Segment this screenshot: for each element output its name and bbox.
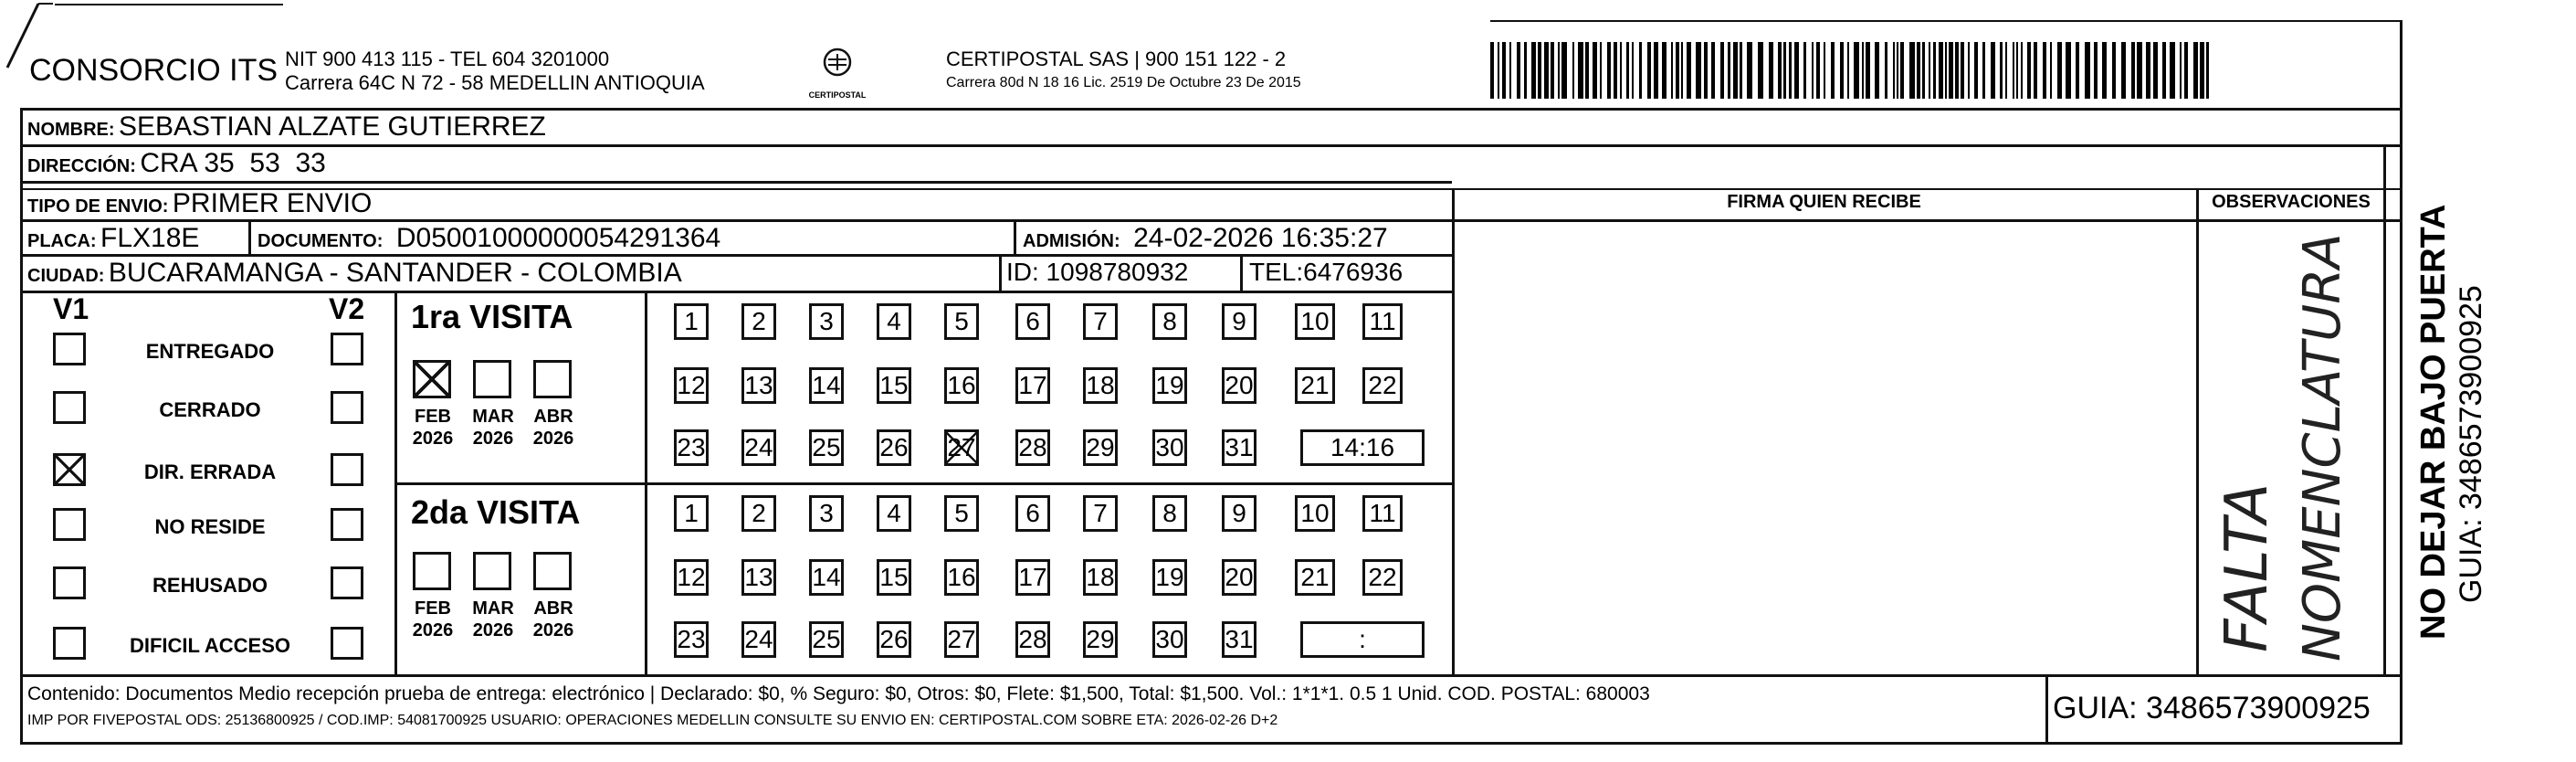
visit1-month-label — [466, 406, 520, 450]
handwriting-line2: NOMENCLATURA — [2293, 233, 2352, 661]
barcode-bar — [1681, 42, 1683, 99]
v1-label: V1 — [53, 292, 89, 325]
barcode-bar — [1968, 42, 1970, 99]
logo-text: CERTIPOSTAL — [808, 90, 867, 100]
direccion-value: CRA 35 53 33 — [140, 148, 326, 178]
barcode-bar — [2021, 42, 2023, 99]
visit1-day-box[interactable]: 26 — [877, 429, 911, 466]
visit1-day-box[interactable]: 24 — [741, 429, 776, 466]
status-label: REHUSADO — [152, 574, 268, 597]
firma-header: FIRMA QUIEN RECIBE — [1727, 192, 1921, 212]
company-name: CONSORCIO ITS — [29, 53, 279, 88]
visit1-day-box[interactable]: 27 — [944, 429, 979, 466]
visit1-day-box[interactable]: 5 — [944, 303, 979, 340]
barcode-bar — [1733, 42, 1738, 99]
v2-label: V2 — [329, 292, 365, 325]
placa-value: FLX18E — [100, 223, 200, 253]
barcode-bar — [1840, 42, 1844, 99]
visit2-day-box[interactable]: 25 — [809, 621, 844, 658]
barcode-bar — [2112, 42, 2116, 99]
barcode-bar — [2066, 42, 2071, 99]
tipo-value: PRIMER ENVIO — [172, 188, 373, 218]
barcode-bar — [1740, 42, 1742, 99]
barcode-bar — [1654, 42, 1658, 99]
month-year: 2026 — [412, 620, 454, 640]
barcode-bar — [1720, 42, 1724, 99]
visit1-day-box[interactable]: 29 — [1083, 429, 1118, 466]
visit1-day-box[interactable]: 30 — [1152, 429, 1187, 466]
frame-top — [20, 108, 2400, 111]
barcode-bar — [1900, 42, 1904, 99]
barcode-bar — [1572, 42, 1574, 99]
barcode-bar — [1769, 42, 1773, 99]
barcode-bar — [2121, 42, 2126, 99]
visit1-month-label — [405, 406, 460, 450]
barcode-bar — [1949, 42, 1953, 99]
visit2-month-checkbox[interactable] — [473, 552, 511, 590]
row-divider — [20, 291, 1452, 293]
row-divider — [20, 254, 1452, 257]
status-label: CERRADO — [159, 398, 261, 421]
visit1-day-box[interactable]: 10 — [1295, 303, 1335, 340]
visit1-day-box[interactable]: 16 — [944, 367, 979, 404]
documento-row — [258, 223, 720, 254]
barcode-bar — [1824, 42, 1825, 99]
barcode-bar — [2043, 42, 2046, 99]
barcode-bar — [1531, 42, 1536, 99]
footer-line2: IMP POR FIVEPOSTAL ODS: 25136800925 / COD.IMP: 54081700925 USUARIO: OPERACIONES MEDELLIN CONSULTE SU ENVIO EN: CERTIPOSTAL.COM SOBRE ETA: 2026-02-26 D+2 — [27, 713, 1278, 728]
barcode-bar — [2180, 42, 2182, 99]
barcode-bar — [1490, 42, 1494, 99]
barcode-bar — [1866, 42, 1870, 99]
barcode-bar — [1614, 42, 1617, 99]
barcode-bar — [2146, 42, 2150, 99]
barcode-bar — [2005, 42, 2007, 99]
visit1-day-box[interactable]: 25 — [809, 429, 844, 466]
visit1-day-box[interactable]: 7 — [1083, 303, 1118, 340]
visit1-day-box[interactable]: 28 — [1015, 429, 1050, 466]
barcode-bar — [1662, 42, 1667, 99]
barcode-bar — [2027, 42, 2031, 99]
barcode-bar — [1626, 42, 1629, 99]
admision-label: ADMISIÓN: — [1023, 231, 1120, 251]
visit1-day-box[interactable]: 21 — [1295, 367, 1335, 404]
col-divider — [2383, 144, 2386, 674]
barcode-bar — [1687, 42, 1691, 99]
barcode-bar — [2206, 42, 2209, 99]
visit1-day-box[interactable]: 17 — [1015, 367, 1050, 404]
barcode-bar — [1544, 42, 1549, 99]
barcode-bar — [1778, 42, 1782, 99]
visit2-time-box[interactable]: : — [1300, 621, 1425, 658]
col-divider — [2045, 674, 2048, 744]
barcode-bar — [1939, 42, 1943, 99]
barcode-bar — [1789, 42, 1792, 99]
company-address: Carrera 64C N 72 - 58 MEDELLIN ANTIOQUIA — [285, 71, 705, 94]
visit2-month-checkbox[interactable] — [413, 552, 451, 590]
barcode — [1490, 42, 2221, 99]
barcode-bar — [1974, 42, 1978, 99]
v2-checkbox[interactable] — [331, 508, 363, 541]
visit2-day-box[interactable]: 22 — [1362, 559, 1403, 596]
visit2-day-box[interactable]: 7 — [1083, 495, 1118, 532]
visit2-day-box[interactable]: 4 — [877, 495, 911, 532]
col-divider — [999, 256, 1002, 291]
v2-checkbox[interactable] — [331, 453, 363, 486]
barcode-bar — [2170, 42, 2175, 99]
visit2-day-box[interactable]: 15 — [877, 559, 911, 596]
barcode-bar — [1585, 42, 1589, 99]
row-divider — [20, 188, 2400, 190]
barcode-bar — [1671, 42, 1673, 99]
barcode-bar — [1847, 42, 1849, 99]
row-divider — [20, 144, 2400, 147]
barcode-bar — [1794, 42, 1799, 99]
visit2-day-box[interactable]: 28 — [1015, 621, 1050, 658]
footer-guia: GUIA: 3486573900925 — [2053, 691, 2371, 725]
barcode-bar — [1704, 42, 1708, 99]
visit1-day-box[interactable]: 8 — [1152, 303, 1187, 340]
month-year: 2026 — [532, 620, 574, 640]
visit2-month-label — [466, 598, 520, 641]
visit2-month-checkbox[interactable] — [533, 552, 572, 590]
carrier-license: Carrera 80d N 18 16 Lic. 2519 De Octubre 23 De 2015 — [946, 75, 1301, 90]
visit2-day-box[interactable]: 26 — [877, 621, 911, 658]
visit2-month-label — [405, 598, 460, 641]
month-year: 2026 — [472, 620, 514, 640]
barcode-bar — [2085, 42, 2090, 99]
col-divider — [248, 219, 251, 256]
visit-divider — [394, 482, 1452, 485]
frame-left — [20, 108, 23, 745]
visit1-day-box[interactable]: 3 — [809, 303, 844, 340]
barcode-bar — [1875, 42, 1879, 99]
barcode-bar — [1558, 42, 1560, 99]
status-label: DIR. ERRADA — [143, 460, 277, 483]
visit2-day-box[interactable]: 14 — [809, 559, 844, 596]
barcode-bar — [1696, 42, 1701, 99]
month-name: FEB — [415, 407, 451, 427]
visit1-month-checkbox[interactable] — [533, 360, 572, 398]
direccion-row — [27, 148, 326, 179]
barcode-bar — [1803, 42, 1806, 99]
status-label: NO RESIDE — [154, 515, 266, 538]
barcode-bar — [1816, 42, 1820, 99]
barcode-bar — [1502, 42, 1506, 99]
month-year: 2026 — [412, 429, 454, 449]
frame-bottom — [20, 742, 2400, 745]
handwritten-observation — [2203, 223, 2381, 671]
barcode-bar — [2200, 42, 2204, 99]
barcode-bar — [1607, 42, 1611, 99]
visit1-month-label — [526, 406, 581, 450]
visit2-day-box[interactable]: 5 — [944, 495, 979, 532]
barcode-bar — [1593, 42, 1597, 99]
barcode-bar — [1620, 42, 1622, 99]
visit1-day-box[interactable]: 23 — [674, 429, 709, 466]
visit2-day-box[interactable]: 3 — [809, 495, 844, 532]
logo-icon — [805, 44, 869, 86]
barcode-bar — [2131, 42, 2135, 99]
row-divider — [20, 674, 2400, 677]
barcode-bar — [1831, 42, 1835, 99]
footer-line1: Contenido: Documentos Medio recepción prueba de entrega: electrónico | Declarado: $0, % Seguro: $0, Otros: $0, Flete: $1,500, Total: $1,500. Vol.: 1*1*1. 0.5 1 Unid. COD. POSTAL: 680003 — [27, 683, 1650, 704]
barcode-bar — [2000, 42, 2003, 99]
ciudad-value: BUCARAMANGA - SANTANDER - COLOMBIA — [108, 258, 682, 288]
certipostal-logo — [805, 44, 869, 104]
v2-checkbox[interactable] — [331, 333, 363, 365]
barcode-bar — [1647, 42, 1651, 99]
barcode-bar — [2153, 42, 2158, 99]
barcode-bar — [1758, 42, 1763, 99]
barcode-bar — [2137, 42, 2142, 99]
barcode-bar — [2016, 42, 2018, 99]
visit2-day-box[interactable]: 6 — [1015, 495, 1050, 532]
nombre-label: NOMBRE: — [27, 120, 115, 140]
barcode-bar — [1561, 42, 1567, 99]
visit1-time-box[interactable]: 14:16 — [1300, 429, 1425, 466]
v1-checkbox[interactable] — [53, 566, 86, 599]
barcode-bar — [1917, 42, 1920, 99]
visit2-title: 2da VISITA — [411, 493, 581, 531]
month-year: 2026 — [532, 429, 574, 449]
barcode-bar — [1747, 42, 1752, 99]
visit2-day-box[interactable]: 19 — [1152, 559, 1187, 596]
barcode-bar — [1551, 42, 1554, 99]
visit1-day-box[interactable]: 31 — [1222, 429, 1256, 466]
barcode-bar — [1885, 42, 1887, 99]
visit2-day-box[interactable]: 31 — [1222, 621, 1256, 658]
visit1-day-box[interactable]: 19 — [1152, 367, 1187, 404]
col-divider — [1452, 190, 1455, 674]
visit2-day-box[interactable]: 17 — [1015, 559, 1050, 596]
barcode-bar — [1929, 42, 1930, 99]
col-divider — [2196, 190, 2199, 674]
id-value: ID: 1098780932 — [1006, 258, 1189, 286]
visit1-month-checkbox[interactable] — [413, 360, 451, 398]
barcode-bar — [1676, 42, 1679, 99]
barcode-bar — [1728, 42, 1730, 99]
barcode-bar — [1933, 42, 1936, 99]
visit1-title: 1ra VISITA — [411, 298, 573, 335]
barcode-bar — [1897, 42, 1898, 99]
admision-row — [1023, 223, 1388, 254]
ciudad-row — [27, 258, 682, 289]
barcode-bar — [1538, 42, 1541, 99]
documento-value: D05001000000054291364 — [395, 223, 721, 253]
side-guia: GUIA: 3486573900925 — [2454, 285, 2488, 603]
tel-value: TEL:6476936 — [1249, 258, 1404, 286]
visit1-day-box[interactable]: 22 — [1362, 367, 1403, 404]
visit2-day-box[interactable]: 11 — [1362, 495, 1403, 532]
visit2-day-box[interactable]: 2 — [741, 495, 776, 532]
status-label: ENTREGADO — [145, 340, 275, 363]
visit2-day-box[interactable]: 16 — [944, 559, 979, 596]
visit1-day-box[interactable]: 1 — [674, 303, 709, 340]
top-rule — [55, 4, 283, 5]
visit1-month-checkbox[interactable] — [473, 360, 511, 398]
visit1-day-box[interactable]: 6 — [1015, 303, 1050, 340]
barcode-bar — [1922, 42, 1925, 99]
visit2-day-box[interactable]: 20 — [1222, 559, 1256, 596]
v2-checkbox[interactable] — [331, 627, 363, 660]
v2-checkbox[interactable] — [331, 566, 363, 599]
visit2-day-box[interactable]: 29 — [1083, 621, 1118, 658]
visit2-month-label — [526, 598, 581, 641]
visit2-day-box[interactable]: 9 — [1222, 495, 1256, 532]
barcode-bar — [1509, 42, 1511, 99]
observaciones-header: OBSERVACIONES — [2212, 192, 2371, 212]
barcode-bar — [1854, 42, 1859, 99]
documento-label: DOCUMENTO: — [258, 231, 384, 251]
nombre-row — [27, 111, 546, 143]
visit2-day-box[interactable]: 12 — [674, 559, 709, 596]
barcode-bar — [2057, 42, 2062, 99]
ciudad-label: CIUDAD: — [27, 266, 105, 286]
barcode-bar — [1862, 42, 1864, 99]
visit2-day-box[interactable]: 24 — [741, 621, 776, 658]
barcode-bar — [1982, 42, 1985, 99]
barcode-bar — [1639, 42, 1642, 99]
carrier-name: CERTIPOSTAL SAS | 900 151 122 - 2 — [946, 48, 1287, 70]
v1-checkbox[interactable] — [53, 391, 86, 424]
month-name: MAR — [472, 407, 514, 427]
tipo-row — [27, 188, 372, 219]
barcode-bar — [1961, 42, 1964, 99]
v1-checkbox[interactable] — [53, 508, 86, 541]
tipo-label: TIPO DE ENVIO: — [27, 196, 169, 217]
visit1-day-box[interactable]: 20 — [1222, 367, 1256, 404]
company-nit: NIT 900 413 115 - TEL 604 3201000 — [285, 48, 610, 70]
barcode-bar — [1909, 42, 1915, 99]
visit1-day-box[interactable]: 18 — [1083, 367, 1118, 404]
visit2-day-box[interactable]: 18 — [1083, 559, 1118, 596]
barcode-bar — [2184, 42, 2188, 99]
visit1-day-box[interactable]: 9 — [1222, 303, 1256, 340]
visit1-day-box[interactable]: 11 — [1362, 303, 1403, 340]
month-name: FEB — [415, 598, 451, 619]
barcode-bar — [1600, 42, 1602, 99]
barcode-bar — [2076, 42, 2079, 99]
month-year: 2026 — [472, 429, 514, 449]
placa-label: PLACA: — [27, 231, 97, 251]
month-name: ABR — [533, 407, 573, 427]
admision-value: 24-02-2026 16:35:27 — [1133, 223, 1388, 253]
col-divider — [1240, 256, 1243, 291]
visit2-day-box[interactable]: 13 — [741, 559, 776, 596]
side-label — [2414, 128, 2489, 640]
v1-checkbox[interactable] — [53, 333, 86, 365]
barcode-bar — [1955, 42, 1959, 99]
month-name: MAR — [472, 598, 514, 619]
barcode-bar — [1578, 42, 1583, 99]
visit2-day-box[interactable]: 1 — [674, 495, 709, 532]
barcode-bar — [1893, 42, 1895, 99]
status-label: DIFICIL ACCESO — [129, 634, 290, 657]
visit2-day-box[interactable]: 27 — [944, 621, 979, 658]
side-main: NO DEJAR BAJO PUERTA — [2414, 204, 2453, 640]
visit2-day-box[interactable]: 21 — [1295, 559, 1335, 596]
frame-right — [2400, 20, 2403, 745]
barcode-bar — [2094, 42, 2098, 99]
barcode-bar — [2050, 42, 2052, 99]
barcode-bar — [2102, 42, 2107, 99]
barcode-bar — [2034, 42, 2037, 99]
nombre-value: SEBASTIAN ALZATE GUTIERREZ — [119, 111, 546, 142]
barcode-bar — [1783, 42, 1786, 99]
visit2-day-box[interactable]: 23 — [674, 621, 709, 658]
row-divider — [20, 219, 2400, 222]
visit1-day-box[interactable]: 12 — [674, 367, 709, 404]
frame-top-right — [1490, 20, 2403, 22]
visit2-day-box[interactable]: 10 — [1295, 495, 1335, 532]
visit1-day-box[interactable]: 2 — [741, 303, 776, 340]
barcode-bar — [1812, 42, 1814, 99]
barcode-bar — [1711, 42, 1715, 99]
visit1-day-box[interactable]: 4 — [877, 303, 911, 340]
visit1-day-box[interactable]: 15 — [877, 367, 911, 404]
v1-checkbox[interactable] — [53, 453, 86, 486]
v1-checkbox[interactable] — [53, 627, 86, 660]
barcode-bar — [2013, 42, 2014, 99]
visit1-day-box[interactable]: 14 — [809, 367, 844, 404]
barcode-bar — [1524, 42, 1527, 99]
barcode-bar — [2162, 42, 2166, 99]
direccion-label: DIRECCIÓN: — [27, 156, 136, 176]
row-divider — [20, 181, 1452, 184]
barcode-bar — [1945, 42, 1947, 99]
visit2-day-box[interactable]: 30 — [1152, 621, 1187, 658]
barcode-bar — [1498, 42, 1499, 99]
placa-row — [27, 223, 199, 254]
barcode-bar — [1632, 42, 1634, 99]
visit1-day-box[interactable]: 13 — [741, 367, 776, 404]
barcode-bar — [1517, 42, 1520, 99]
visit2-day-box[interactable]: 8 — [1152, 495, 1187, 532]
handwriting-line1: FALTA — [2213, 482, 2281, 652]
col-divider — [1014, 219, 1016, 254]
barcode-bar — [1991, 42, 1995, 99]
barcode-bar — [2193, 42, 2198, 99]
v2-checkbox[interactable] — [331, 391, 363, 424]
month-name: ABR — [533, 598, 573, 619]
